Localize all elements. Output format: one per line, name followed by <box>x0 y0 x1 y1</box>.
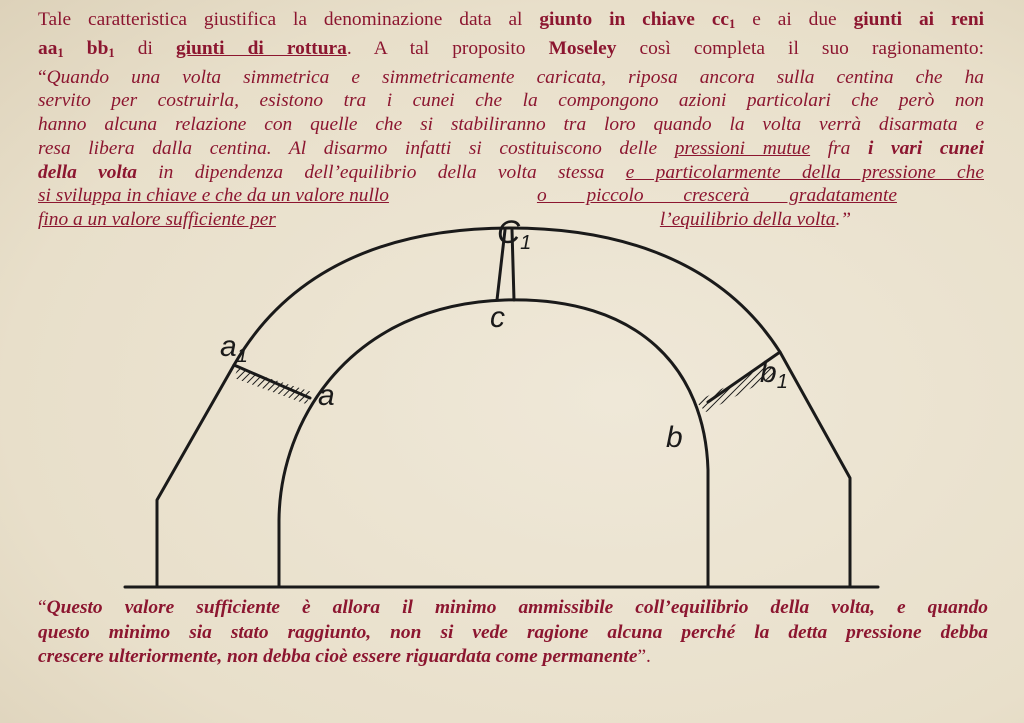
label-b: b <box>666 421 683 454</box>
underlined-text: l’equilibrio della volta <box>659 208 836 230</box>
open-quote: “ <box>38 66 47 88</box>
text-run: di <box>114 37 176 59</box>
subscript: 1 <box>729 17 736 32</box>
text-run: Questo valore sufficiente è allora il minimo ammissibile coll’equilibrio della volta, e quando <box>46 597 988 618</box>
subscript: 1 <box>108 45 115 60</box>
text-run: Tale caratteristica giustifica la denominazione data al <box>38 9 540 30</box>
text-run: e ai due <box>735 9 854 30</box>
term-giunti-rottura: giunti di rottura <box>176 37 347 59</box>
text-run: crescere ulteriormente, non debba cioè essere riguardata come permanente <box>38 646 638 667</box>
text-run: resa libera dalla centina. Al disarmo infatti si costituiscono delle <box>38 137 675 159</box>
intrados-arc <box>279 300 708 587</box>
term-bb1: bb <box>63 37 109 59</box>
left-joint-hatch <box>234 368 312 404</box>
underlined-text: e particolarmente della pressione che <box>625 161 984 183</box>
close-quote: ”. <box>637 646 651 667</box>
label-c: c <box>490 301 505 334</box>
closing-quote <box>38 596 988 670</box>
open-quote: “ <box>38 597 47 618</box>
left-abutment <box>157 365 310 587</box>
label-b1: $b_1$ <box>760 356 788 393</box>
text-run: . A tal proposito <box>346 37 549 59</box>
term-aa1: aa <box>38 37 58 59</box>
text-run: fra <box>810 137 868 159</box>
term-giunto-chiave: giunto in chiave cc <box>539 9 730 30</box>
text-run: così completa il suo ragionamento: <box>616 37 984 59</box>
underlined-text: o piccolo crescerà gradatamente <box>536 185 897 207</box>
subscript: 1 <box>57 45 64 60</box>
text-run: in dipendenza dell’equilibrio della volta stessa <box>136 161 626 183</box>
quote-line-3 <box>38 645 988 670</box>
term-della-volta: della volta <box>38 161 137 183</box>
paragraph-line-5: hanno alcuna relazione con quelle che si stabiliranno tra loro quando la volta verrà disarmata e <box>38 114 984 136</box>
close-quote: .” <box>835 208 852 230</box>
author-moseley: Moseley <box>548 37 617 59</box>
underlined-text: fino a un valore sufficiente per <box>38 208 276 230</box>
label-a: a <box>318 379 335 412</box>
text-run: Quando una volta simmetrica e simmetricamente caricata, riposa ancora sulla centina che ha <box>46 66 984 88</box>
label-a1: $a_1$ <box>220 330 248 367</box>
quote-line-1 <box>38 596 988 621</box>
quote-line-2: questo minimo sia stato raggiunto, non si vede ragione alcuna perché la detta pressione debba <box>38 621 988 643</box>
term-pressioni-mutue: pressioni mutue <box>674 137 811 159</box>
label-c1: C1 <box>497 214 532 254</box>
underlined-text: si sviluppa in chiave e che da un valore nullo <box>38 185 389 207</box>
paragraph-line-4: servito per costruirla, esistono tra i cunei che la compongono azioni particolari che però non <box>38 90 984 112</box>
term-giunti-reni: giunti ai reni <box>853 9 984 30</box>
term-vari-cunei: i vari cunei <box>867 137 984 159</box>
